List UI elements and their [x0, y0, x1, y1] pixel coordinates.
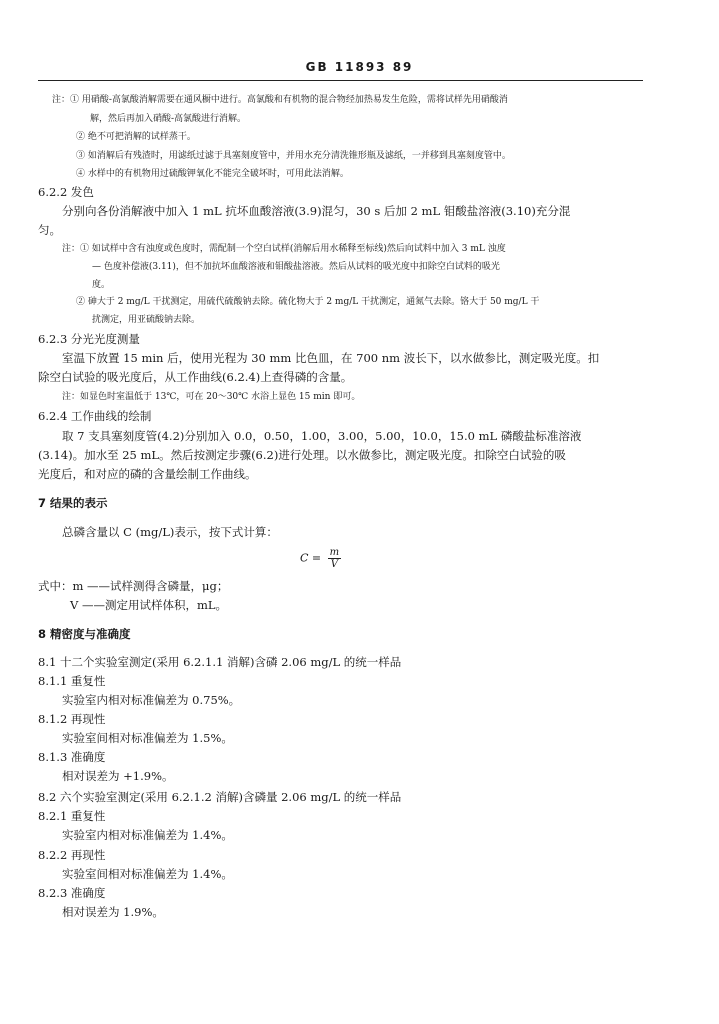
section-heading: 6.2.3 分光光度测量 — [38, 332, 140, 346]
body-line: 光度后，和对应的磷的含量绘制工作曲线。 — [38, 467, 257, 481]
formula-lhs: C = — [300, 551, 322, 565]
section-heading: 8 精密度与准确度 — [38, 627, 131, 641]
body-line: 实验室内相对标准偏差为 0.75%。 — [62, 693, 241, 707]
formula-numerator: m — [329, 547, 340, 558]
body-line: 取 7 支具塞刻度管(4.2)分别加入 0.0，0.50，1.00，3.00，5.00，10.0，15.0 mL 磷酸盐标准溶液 — [62, 429, 582, 443]
subsection-heading: 8.2.1 重复性 — [38, 809, 106, 823]
body-line: 总磷含量以 C (mg/L)表示，按下式计算： — [62, 525, 278, 539]
note-line: 解，然后再加入硝酸-高氯酸进行消解。 — [90, 114, 247, 124]
body-line: 匀。 — [38, 223, 61, 237]
body-line: 实验室内相对标准偏差为 1.4%。 — [62, 828, 233, 842]
note-line: 注：① 如试样中含有浊度或色度时，需配制一个空白试样(消解后用水稀释至标线)然后向试料中加入 3 mL 浊度 — [62, 244, 506, 254]
body-line: 8.1 十二个实验室测定(采用 6.2.1.1 消解)含磷 2.06 mg/L 的统一样品 — [38, 655, 402, 669]
note-line: ④ 水样中的有机物用过硫酸钾氧化不能完全破坏时，可用此法消解。 — [76, 169, 349, 179]
formula-denominator: V — [330, 559, 338, 570]
note-line: ③ 如消解后有残渣时，用滤纸过滤于具塞刻度管中，并用水充分清洗锥形瓶及滤纸，一并移到具塞刻度管中。 — [76, 151, 511, 161]
note-line: ② 砷大于 2 mg/L 干扰测定，用硫代硫酸钠去除。硫化物大于 2 mg/L 干扰测定，通氮气去除。铬大于 50 mg/L 干 — [76, 297, 540, 307]
header-rule — [38, 80, 643, 81]
body-line: 相对误差为 +1.9%。 — [62, 769, 174, 783]
section-heading: 7 结果的表示 — [38, 496, 108, 510]
note-line: 度。 — [92, 280, 111, 290]
body-line: 实验室间相对标准偏差为 1.4%。 — [62, 867, 233, 881]
body-line: 实验室间相对标准偏差为 1.5%。 — [62, 731, 233, 745]
subsection-heading: 8.1.3 准确度 — [38, 750, 106, 764]
note-line: — 色度补偿液(3.11)，但不加抗坏血酸溶液和钼酸盐溶液。然后从试料的吸光度中扣除空白试料的吸光 — [92, 262, 500, 272]
formula-fraction — [328, 547, 341, 570]
section-heading: 6.2.4 工作曲线的绘制 — [38, 409, 152, 423]
note-line: 注：如显色时室温低于 13℃，可在 20～30℃ 水浴上显色 15 min 即可。 — [62, 392, 361, 402]
note-line: 注：① 用硝酸-高氯酸消解需要在通风橱中进行。高氯酸和有机物的混合物经加热易发生危险，需将试样先用硝酸消 — [52, 95, 508, 105]
subsection-heading: 8.1.1 重复性 — [38, 674, 106, 688]
body-line: 除空白试验的吸光度后，从工作曲线(6.2.4)上查得磷的含量。 — [38, 370, 353, 384]
body-line: 分别向各份消解液中加入 1 mL 抗坏血酸溶液(3.9)混匀，30 s 后加 2 mL 钼酸盐溶液(3.10)充分混 — [62, 204, 571, 218]
body-line: 相对误差为 1.9%。 — [62, 905, 164, 919]
body-line: 8.2 六个实验室测定(采用 6.2.1.2 消解)含磷量 2.06 mg/L 的统一样品 — [38, 790, 402, 804]
note-line: 扰测定，用亚硫酸钠去除。 — [92, 315, 201, 325]
body-line: V ——测定用试样体积，mL。 — [70, 598, 228, 612]
subsection-heading: 8.1.2 再现性 — [38, 712, 106, 726]
subsection-heading: 8.2.2 再现性 — [38, 848, 106, 862]
subsection-heading: 8.2.3 准确度 — [38, 886, 106, 900]
formula — [300, 547, 341, 570]
body-line: 室温下放置 15 min 后，使用光程为 30 mm 比色皿，在 700 nm 波长下，以水做参比，测定吸光度。扣 — [62, 351, 600, 365]
note-line: ② 绝不可把消解的试样蒸干。 — [76, 132, 196, 142]
section-heading: 6.2.2 发色 — [38, 185, 94, 199]
body-line: 式中：m ——试样测得含磷量，μg； — [38, 579, 229, 593]
body-line: (3.14)。加水至 25 mL。然后按测定步骤(6.2)进行处理。以水做参比，测定吸光度。扣除空白试验的吸 — [38, 448, 566, 462]
page-header: GB 11893 89 — [305, 60, 414, 74]
